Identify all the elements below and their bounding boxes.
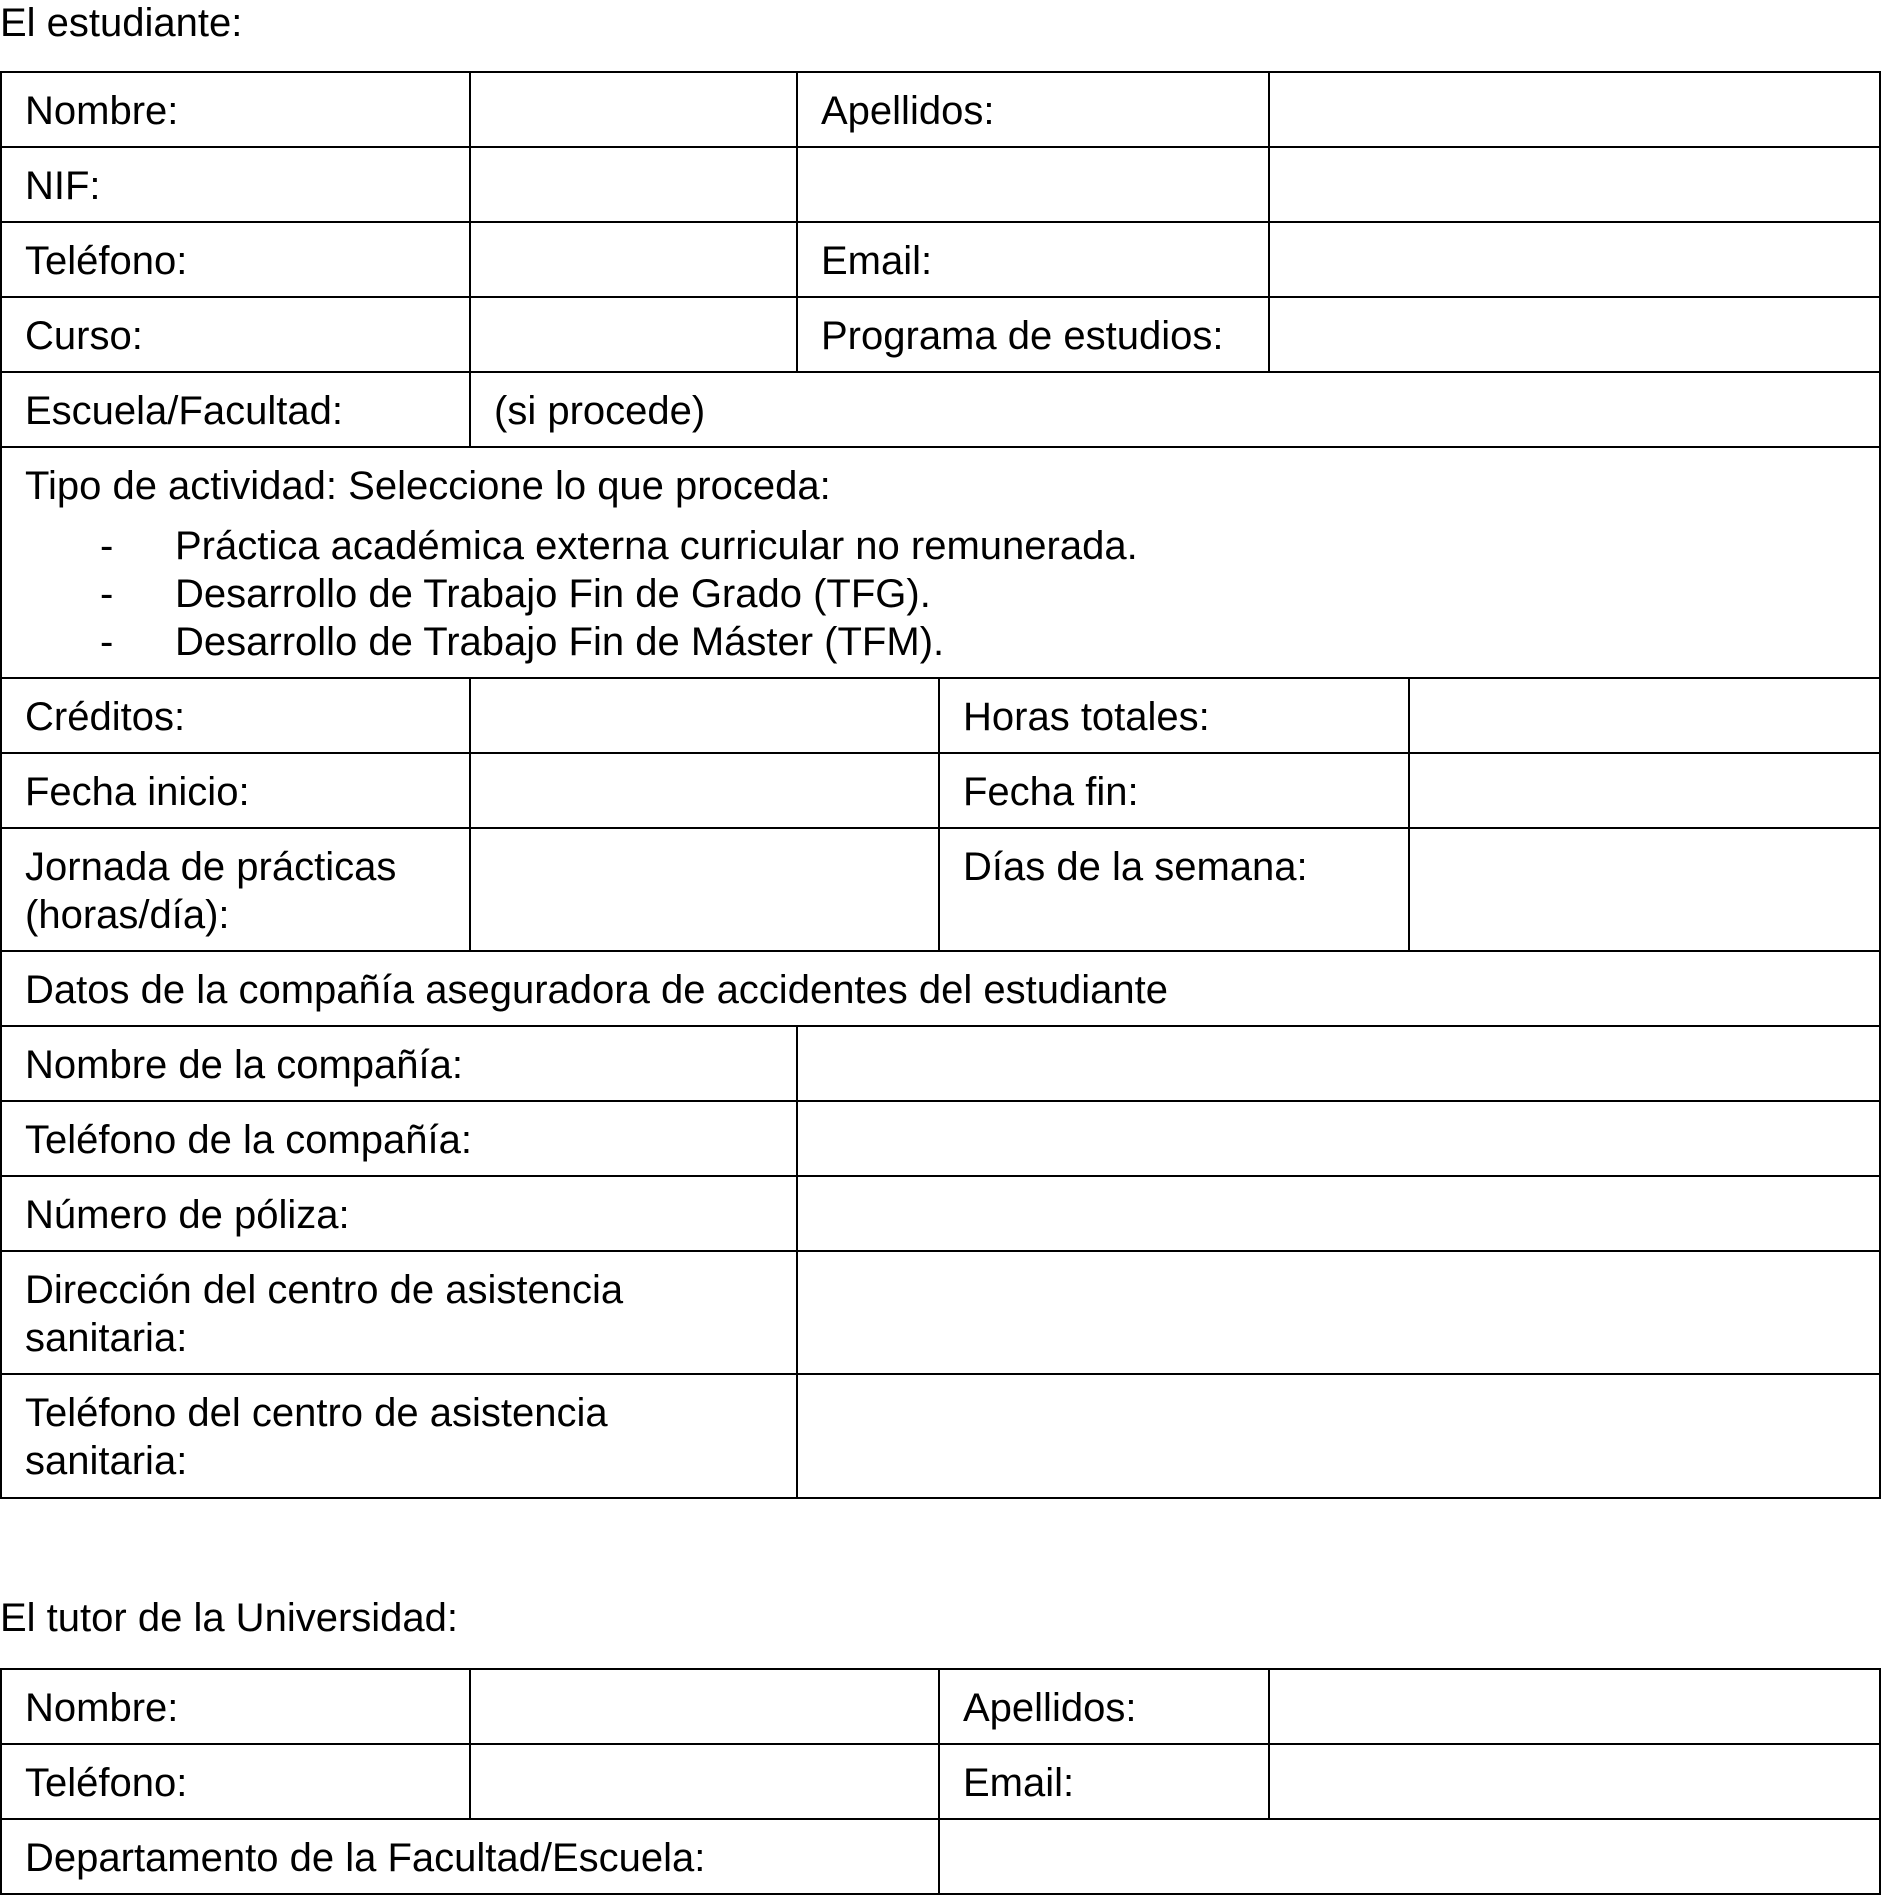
insurance-poliza-label: Número de póliza: [0,1175,798,1252]
insurance-telefono-field[interactable] [796,1100,1881,1177]
insurance-nombre-label: Nombre de la compañía: [0,1025,798,1102]
student-nombre-label: Nombre: [0,71,471,148]
activity-type-label: Tipo de actividad: Seleccione lo que proceda: [25,464,831,508]
student-dias-semana-label: Días de la semana: [938,827,1410,952]
tutor-apellidos-label: Apellidos: [938,1668,1270,1745]
insurance-poliza-field[interactable] [796,1175,1881,1252]
student-horas-totales-label: Horas totales: [938,677,1410,754]
student-telefono-field[interactable] [469,221,798,298]
insurance-section-header: Datos de la compañía aseguradora de accidentes del estudiante [0,950,1881,1027]
student-fecha-fin-label: Fecha fin: [938,752,1410,829]
student-fecha-inicio-field[interactable] [469,752,940,829]
tutor-email-label: Email: [938,1743,1270,1820]
tutor-departamento-field[interactable] [938,1818,1881,1895]
student-dias-semana-field[interactable] [1408,827,1881,952]
activity-type-cell [0,446,1881,679]
activity-option[interactable]: - Práctica académica externa curricular no remunerada. [100,524,1138,568]
student-form-table [0,71,1881,1499]
student-nif-field[interactable] [469,146,798,223]
student-programa-field[interactable] [1268,296,1881,373]
tutor-nombre-label: Nombre: [0,1668,471,1745]
student-jornada-field[interactable] [469,827,940,952]
student-creditos-field[interactable] [469,677,940,754]
student-email-field[interactable] [1268,221,1881,298]
tutor-email-field[interactable] [1268,1743,1881,1820]
student-curso-label: Curso: [0,296,471,373]
tutor-nombre-field[interactable] [469,1668,940,1745]
insurance-telefono-label: Teléfono de la compañía: [0,1100,798,1177]
tutor-telefono-field[interactable] [469,1743,940,1820]
student-section-title: El estudiante: [0,1,243,45]
student-blank-cell[interactable] [796,146,1270,223]
student-horas-totales-field[interactable] [1408,677,1881,754]
student-telefono-label: Teléfono: [0,221,471,298]
student-nif-label: NIF: [0,146,471,223]
health-center-phone-label: Teléfono del centro de asistencia sanitaria: [0,1373,798,1499]
tutor-section-title: El tutor de la Universidad: [0,1596,459,1640]
student-apellidos-field[interactable] [1268,71,1881,148]
tutor-telefono-label: Teléfono: [0,1743,471,1820]
activity-options-list [25,522,1879,666]
insurance-nombre-field[interactable] [796,1025,1881,1102]
tutor-apellidos-field[interactable] [1268,1668,1881,1745]
student-creditos-label: Créditos: [0,677,471,754]
student-apellidos-label: Apellidos: [796,71,1270,148]
student-fecha-fin-field[interactable] [1408,752,1881,829]
activity-option[interactable]: - Desarrollo de Trabajo Fin de Máster (TFM). [100,620,945,664]
student-fecha-inicio-label: Fecha inicio: [0,752,471,829]
student-email-label: Email: [796,221,1270,298]
activity-option[interactable]: - Desarrollo de Trabajo Fin de Grado (TFG). [100,572,931,616]
health-center-address-field[interactable] [796,1250,1881,1375]
health-center-phone-field[interactable] [796,1373,1881,1499]
health-center-address-label: Dirección del centro de asistencia sanitaria: [0,1250,798,1375]
student-jornada-label: Jornada de prácticas (horas/día): [0,827,471,952]
student-blank-cell[interactable] [1268,146,1881,223]
student-nombre-field[interactable] [469,71,798,148]
tutor-form-table [0,1668,1881,1895]
student-escuela-label: Escuela/Facultad: [0,371,471,448]
student-curso-field[interactable] [469,296,798,373]
student-programa-label: Programa de estudios: [796,296,1270,373]
tutor-departamento-label: Departamento de la Facultad/Escuela: [0,1818,940,1895]
student-escuela-field[interactable]: (si procede) [469,371,1881,448]
